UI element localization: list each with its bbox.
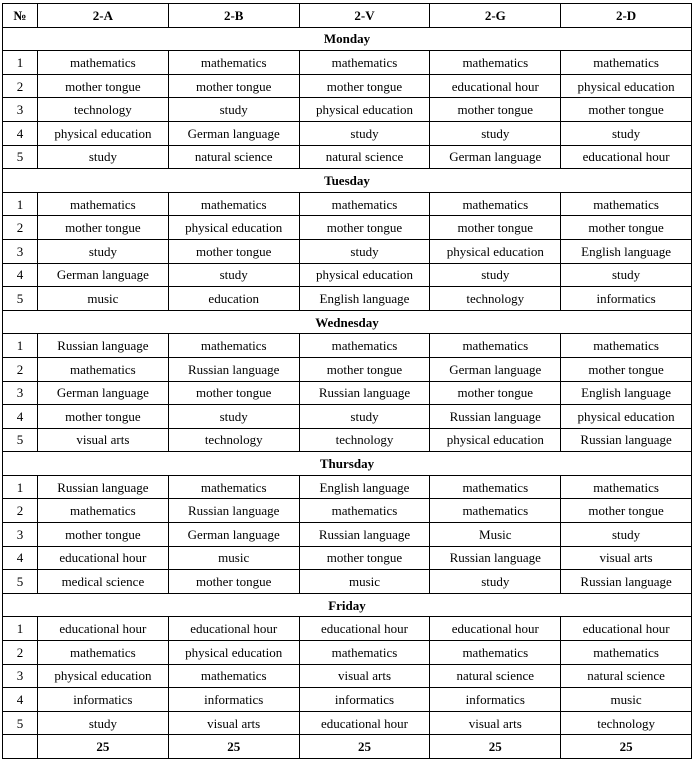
cell-2g: physical education [430, 239, 561, 263]
total-cell-2d: 25 [561, 735, 692, 759]
header-class-2g: 2-G [430, 4, 561, 28]
totals-label [3, 735, 38, 759]
lesson-row [3, 98, 692, 122]
lesson-number: 3 [3, 239, 38, 263]
cell-2v: mother tongue [299, 546, 430, 570]
cell-2a: mathematics [38, 357, 169, 381]
cell-2a: mathematics [38, 499, 169, 523]
lesson-row [3, 523, 692, 547]
cell-2b: visual arts [168, 711, 299, 735]
cell-2g: mother tongue [430, 381, 561, 405]
day-header-row [3, 593, 692, 617]
cell-2v: visual arts [299, 664, 430, 688]
lesson-number: 3 [3, 381, 38, 405]
cell-2a: mother tongue [38, 216, 169, 240]
cell-2v: educational hour [299, 617, 430, 641]
lesson-number: 2 [3, 357, 38, 381]
cell-2v: mathematics [299, 641, 430, 665]
cell-2g: Music [430, 523, 561, 547]
lesson-row [3, 287, 692, 311]
cell-2v: English language [299, 287, 430, 311]
cell-2d: music [561, 688, 692, 712]
cell-2a: educational hour [38, 546, 169, 570]
lesson-row [3, 121, 692, 145]
cell-2g: mathematics [430, 641, 561, 665]
cell-2d: Russian language [561, 428, 692, 452]
cell-2g: mathematics [430, 334, 561, 358]
cell-2b: study [168, 98, 299, 122]
cell-2b: educational hour [168, 617, 299, 641]
day-name: Thursday [3, 452, 692, 476]
lesson-number: 1 [3, 617, 38, 641]
cell-2g: German language [430, 145, 561, 169]
lesson-number: 5 [3, 145, 38, 169]
day-name: Monday [3, 27, 692, 51]
lesson-number: 4 [3, 263, 38, 287]
cell-2d: mother tongue [561, 216, 692, 240]
cell-2v: mathematics [299, 499, 430, 523]
lesson-number: 5 [3, 428, 38, 452]
lesson-number: 2 [3, 641, 38, 665]
lesson-row [3, 711, 692, 735]
lesson-row [3, 499, 692, 523]
cell-2d: informatics [561, 287, 692, 311]
cell-2b: mother tongue [168, 570, 299, 594]
header-class-2b: 2-B [168, 4, 299, 28]
lesson-number: 4 [3, 546, 38, 570]
cell-2a: music [38, 287, 169, 311]
lesson-number: 1 [3, 51, 38, 75]
cell-2d: mathematics [561, 641, 692, 665]
lesson-row [3, 51, 692, 75]
cell-2v: English language [299, 475, 430, 499]
cell-2v: study [299, 121, 430, 145]
cell-2g: visual arts [430, 711, 561, 735]
cell-2d: mathematics [561, 51, 692, 75]
cell-2a: mathematics [38, 641, 169, 665]
day-header-row [3, 169, 692, 193]
cell-2g: Russian language [430, 405, 561, 429]
lesson-row [3, 357, 692, 381]
cell-2d: physical education [561, 405, 692, 429]
total-cell-2a: 25 [38, 735, 169, 759]
lesson-number: 2 [3, 74, 38, 98]
lesson-number: 1 [3, 192, 38, 216]
cell-2b: German language [168, 523, 299, 547]
lesson-row [3, 546, 692, 570]
cell-2d: mathematics [561, 192, 692, 216]
schedule-table [2, 3, 692, 759]
lesson-row [3, 570, 692, 594]
lesson-row [3, 381, 692, 405]
lesson-row [3, 239, 692, 263]
lesson-number: 4 [3, 121, 38, 145]
lesson-row [3, 475, 692, 499]
lesson-row [3, 617, 692, 641]
total-cell-2g: 25 [430, 735, 561, 759]
cell-2b: mathematics [168, 664, 299, 688]
cell-2a: medical science [38, 570, 169, 594]
cell-2v: mathematics [299, 192, 430, 216]
cell-2b: education [168, 287, 299, 311]
cell-2b: natural science [168, 145, 299, 169]
header-number: № [3, 4, 38, 28]
cell-2v: Russian language [299, 381, 430, 405]
cell-2g: Russian language [430, 546, 561, 570]
cell-2d: study [561, 263, 692, 287]
cell-2b: physical education [168, 216, 299, 240]
day-name: Tuesday [3, 169, 692, 193]
day-name: Wednesday [3, 310, 692, 334]
cell-2d: mathematics [561, 334, 692, 358]
cell-2b: mathematics [168, 192, 299, 216]
header-class-2v: 2-V [299, 4, 430, 28]
header-class-2a: 2-A [38, 4, 169, 28]
cell-2g: mathematics [430, 51, 561, 75]
lesson-row [3, 334, 692, 358]
cell-2d: study [561, 523, 692, 547]
lesson-row [3, 216, 692, 240]
cell-2v: study [299, 239, 430, 263]
cell-2a: educational hour [38, 617, 169, 641]
day-header-row [3, 310, 692, 334]
lesson-number: 5 [3, 711, 38, 735]
lesson-row [3, 263, 692, 287]
cell-2a: mathematics [38, 192, 169, 216]
cell-2a: technology [38, 98, 169, 122]
cell-2a: informatics [38, 688, 169, 712]
total-cell-2b: 25 [168, 735, 299, 759]
cell-2a: study [38, 239, 169, 263]
header-class-2d: 2-D [561, 4, 692, 28]
cell-2g: mathematics [430, 475, 561, 499]
cell-2v: educational hour [299, 711, 430, 735]
schedule-body [3, 27, 692, 758]
lesson-number: 4 [3, 688, 38, 712]
cell-2d: visual arts [561, 546, 692, 570]
cell-2d: mother tongue [561, 499, 692, 523]
day-name: Friday [3, 593, 692, 617]
cell-2g: educational hour [430, 617, 561, 641]
cell-2d: technology [561, 711, 692, 735]
lesson-number: 3 [3, 523, 38, 547]
cell-2v: physical education [299, 98, 430, 122]
cell-2a: mother tongue [38, 523, 169, 547]
cell-2g: study [430, 121, 561, 145]
cell-2g: study [430, 570, 561, 594]
cell-2d: study [561, 121, 692, 145]
cell-2v: technology [299, 428, 430, 452]
total-cell-2v: 25 [299, 735, 430, 759]
cell-2a: German language [38, 381, 169, 405]
cell-2g: informatics [430, 688, 561, 712]
cell-2v: study [299, 405, 430, 429]
cell-2b: music [168, 546, 299, 570]
cell-2d: mother tongue [561, 357, 692, 381]
cell-2v: mother tongue [299, 74, 430, 98]
cell-2g: German language [430, 357, 561, 381]
cell-2b: Russian language [168, 499, 299, 523]
cell-2b: mother tongue [168, 381, 299, 405]
cell-2b: study [168, 263, 299, 287]
cell-2g: mother tongue [430, 216, 561, 240]
cell-2b: mathematics [168, 51, 299, 75]
cell-2d: educational hour [561, 145, 692, 169]
cell-2a: mathematics [38, 51, 169, 75]
cell-2v: mother tongue [299, 357, 430, 381]
cell-2d: mathematics [561, 475, 692, 499]
cell-2d: educational hour [561, 617, 692, 641]
lesson-row [3, 641, 692, 665]
lesson-number: 1 [3, 334, 38, 358]
cell-2b: German language [168, 121, 299, 145]
lesson-number: 5 [3, 570, 38, 594]
cell-2g: mathematics [430, 192, 561, 216]
cell-2g: study [430, 263, 561, 287]
cell-2v: natural science [299, 145, 430, 169]
cell-2v: mathematics [299, 334, 430, 358]
cell-2a: physical education [38, 121, 169, 145]
cell-2g: educational hour [430, 74, 561, 98]
cell-2a: German language [38, 263, 169, 287]
lesson-number: 2 [3, 499, 38, 523]
cell-2a: visual arts [38, 428, 169, 452]
cell-2v: physical education [299, 263, 430, 287]
cell-2g: mother tongue [430, 98, 561, 122]
cell-2v: mother tongue [299, 216, 430, 240]
cell-2b: study [168, 405, 299, 429]
cell-2b: mother tongue [168, 239, 299, 263]
cell-2b: mathematics [168, 334, 299, 358]
lesson-number: 4 [3, 405, 38, 429]
cell-2d: Russian language [561, 570, 692, 594]
cell-2g: mathematics [430, 499, 561, 523]
cell-2d: English language [561, 239, 692, 263]
lesson-row [3, 688, 692, 712]
cell-2b: physical education [168, 641, 299, 665]
cell-2b: mathematics [168, 475, 299, 499]
cell-2b: Russian language [168, 357, 299, 381]
cell-2d: natural science [561, 664, 692, 688]
day-header-row [3, 27, 692, 51]
cell-2g: technology [430, 287, 561, 311]
lesson-row [3, 145, 692, 169]
cell-2a: Russian language [38, 475, 169, 499]
cell-2b: informatics [168, 688, 299, 712]
lesson-row [3, 428, 692, 452]
cell-2b: mother tongue [168, 74, 299, 98]
cell-2d: English language [561, 381, 692, 405]
lesson-row [3, 74, 692, 98]
day-header-row [3, 452, 692, 476]
cell-2b: technology [168, 428, 299, 452]
lesson-number: 2 [3, 216, 38, 240]
cell-2d: mother tongue [561, 98, 692, 122]
lesson-row [3, 192, 692, 216]
cell-2a: mother tongue [38, 405, 169, 429]
lesson-row [3, 664, 692, 688]
cell-2g: physical education [430, 428, 561, 452]
cell-2a: study [38, 145, 169, 169]
cell-2a: study [38, 711, 169, 735]
lesson-row [3, 405, 692, 429]
cell-2a: mother tongue [38, 74, 169, 98]
cell-2v: music [299, 570, 430, 594]
cell-2g: natural science [430, 664, 561, 688]
cell-2d: physical education [561, 74, 692, 98]
lesson-number: 1 [3, 475, 38, 499]
lesson-number: 3 [3, 664, 38, 688]
cell-2v: mathematics [299, 51, 430, 75]
cell-2v: informatics [299, 688, 430, 712]
cell-2v: Russian language [299, 523, 430, 547]
cell-2a: physical education [38, 664, 169, 688]
cell-2a: Russian language [38, 334, 169, 358]
lesson-number: 5 [3, 287, 38, 311]
header-row [3, 4, 692, 28]
lesson-number: 3 [3, 98, 38, 122]
totals-row [3, 735, 692, 759]
